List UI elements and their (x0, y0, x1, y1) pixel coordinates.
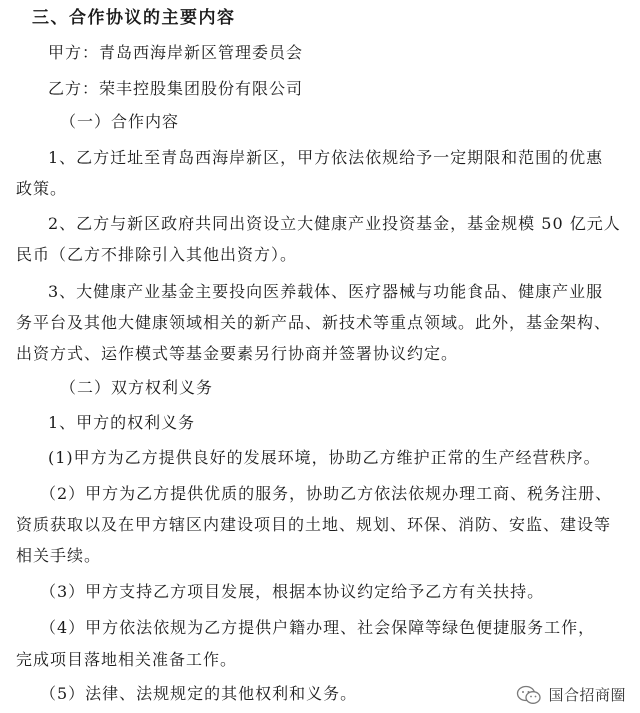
wechat-icon (516, 685, 542, 705)
party-a: 甲方：青岛西海岸新区管理委员会 (48, 43, 304, 62)
item-3-line-1: 3、大健康产业基金主要投向医养载体、医疗器械与功能食品、健康产业服 (48, 282, 604, 301)
clause-4-line-1: （4）甲方依法依规为乙方提供户籍办理、社会保障等绿色便捷服务工作， (40, 618, 596, 637)
subsection-title-cooperation: （一）合作内容 (60, 112, 180, 131)
clause-4-line-2: 完成项目落地相关准备工作。 (16, 650, 238, 669)
watermark-text: 国合招商圈 (548, 686, 626, 704)
subsection-title-rights: （二）双方权利义务 (60, 378, 214, 397)
clause-3: （3）甲方支持乙方项目发展，根据本协议约定给予乙方有关扶持。 (40, 582, 545, 601)
item-1-line-1: 1、乙方迁址至青岛西海岸新区，甲方依法依规给予一定期限和范围的优惠 (48, 148, 604, 167)
party-a-rights-title: 1、甲方的权利义务 (48, 413, 196, 432)
clause-2-line-2: 资质获取以及在甲方辖区内建设项目的土地、规划、环保、消防、安监、建设等 (16, 515, 612, 534)
item-1-line-2: 政策。 (16, 179, 68, 198)
item-2-line-1: 2、乙方与新区政府共同出资设立大健康产业投资基金，基金规模 50 亿元人 (48, 214, 621, 233)
watermark (516, 684, 626, 705)
section-heading: 三、合作协议的主要内容 (32, 8, 236, 28)
item-3-line-3: 出资方式、运作模式等基金要素另行协商并签署协议约定。 (16, 344, 459, 363)
clause-2-line-1: （2）甲方为乙方提供优质的服务，协助乙方依法依规办理工商、税务注册、 (40, 484, 613, 503)
item-2-line-2: 民币（乙方不排除引入其他出资方）。 (16, 245, 298, 264)
item-3-line-2: 务平台及其他大健康领域相关的新产品、新技术等重点领域。此外，基金架构、 (16, 313, 612, 332)
clause-5: （5）法律、法规规定的其他权利和义务。 (40, 684, 358, 703)
party-b: 乙方：荣丰控股集团股份有限公司 (48, 79, 304, 98)
clause-2-line-3: 相关手续。 (16, 546, 102, 565)
clause-1: (1)甲方为乙方提供良好的发展环境，协助乙方维护正常的生产经营秩序。 (48, 448, 601, 467)
